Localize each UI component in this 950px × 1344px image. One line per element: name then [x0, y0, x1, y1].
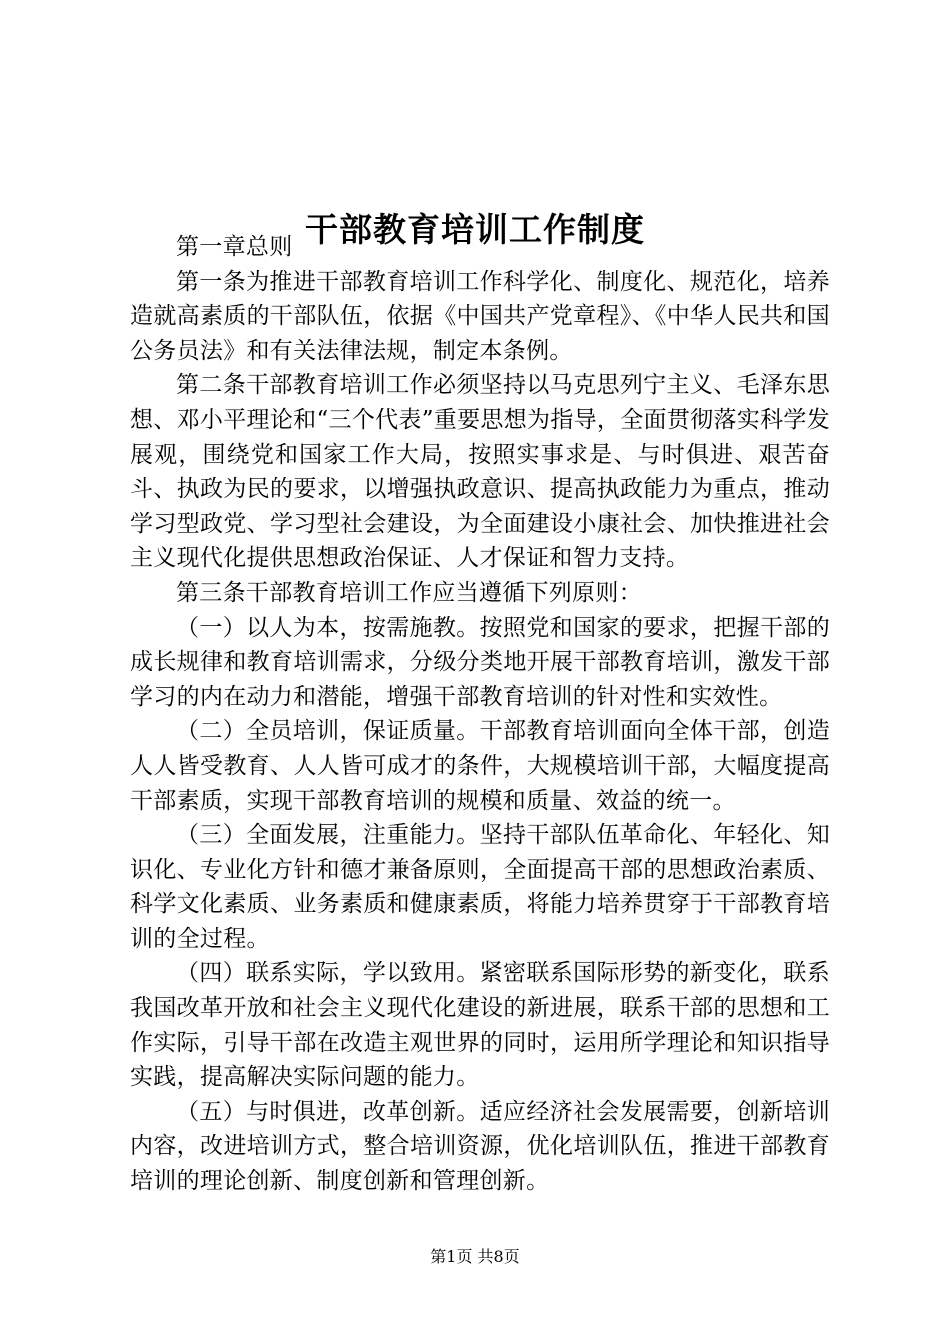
principle-5: （五）与时俱进，改革创新。适应经济社会发展需要，创新培训内容，改进培训方式，整合培训资源，优化培训队伍，推进干部教育培训的理论创新、制度创新和管理创新。 [130, 1098, 830, 1195]
principle-3: （三）全面发展，注重能力。坚持干部队伍革命化、年轻化、知识化、专业化方针和德才兼备原则，全面提高干部的思想政治素质、科学文化素质、业务素质和健康素质，将能力培养贯穿于干部教育培训的全过程。 [130, 822, 830, 952]
principle-2: （二）全员培训，保证质量。干部教育培训面向全体干部，创造人人皆受教育、人人皆可成才的条件，大规模培训干部，大幅度提高干部素质，实现干部教育培训的规模和质量、效益的统一。 [130, 718, 830, 814]
document-title: 干部教育培训工作制度 [305, 210, 645, 250]
page-number-footer: 第1页 共8页 [430, 1247, 520, 1266]
article-3: 第三条干部教育培训工作应当遵循下列原则： [176, 579, 642, 606]
article-2: 第二条干部教育培训工作必须坚持以马克思列宁主义、毛泽东思想、邓小平理论和“三个代表”重要思想为指导，全面贯彻落实科学发展观，围绕党和国家工作大局，按照实事求是、与时俱进、艰苦奋斗、执政为民的要求，以增强执政意识、提高执政能力为重点，推动学习型政党、学习型社会建设，为全面建设小康社会、加快推进社会主义现代化提供思想政治保证、人才保证和智力支持。 [130, 372, 830, 572]
principle-4: （四）联系实际，学以致用。紧密联系国际形势的新变化，联系我国改革开放和社会主义现代化建设的新进展，联系干部的思想和工作实际，引导干部在改造主观世界的同时，运用所学理论和知识指导实践，提高解决实际问题的能力。 [130, 960, 830, 1091]
principle-1: （一）以人为本，按需施教。按照党和国家的要求，把握干部的成长规律和教育培训需求，分级分类地开展干部教育培训，激发干部学习的内在动力和潜能，增强干部教育培训的针对性和实效性。 [130, 614, 830, 710]
chapter-heading: 第一章总则 [176, 234, 293, 260]
document-body [130, 230, 830, 1199]
article-1: 第一条为推进干部教育培训工作科学化、制度化、规范化，培养造就高素质的干部队伍，依据《中国共产党章程》、《中华人民共和国公务员法》和有关法律法规，制定本条例。 [130, 268, 830, 364]
